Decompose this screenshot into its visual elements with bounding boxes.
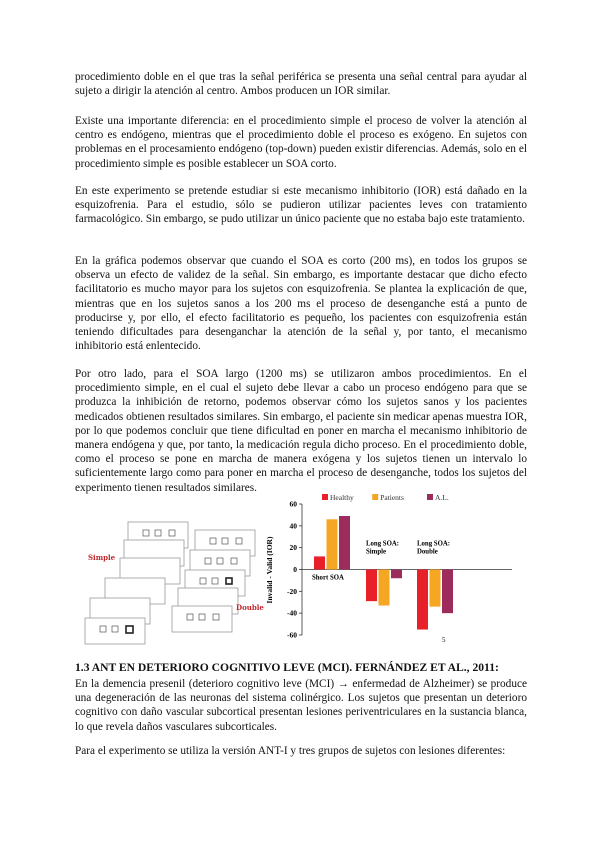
paragraph-5: Por otro lado, para el SOA largo (1200 ms) se utilizaron ambos procedimientos. En el procedimiento simple, en el cual el sujeto debe llevar a cabo un proceso endógeno para que se produzca la inhibición de retorno, podemos observar cómo los sujetos sanos y los pacientes medicados obtienen resultados similares. Sin embargo, el paciente sin medicar apenas muestra IOR, por lo que podemos concluir que tiene dificultad en poner en marcha el mecanismo inhibitorio de manera endógena y que, por tanto, la medicación regula dicho proceso. En el procedimiento doble, como el proceso se pone en marcha de manera exógena y los sujetos tienen un intervalo lo suficientemente largo como para poner en marcha el proceso de desenganche, todos los sujetos del experimento tienen resultados similares. xyxy=(75,368,527,494)
section-paragraph-2: Para el experimento se utiliza la versión ANT-I y tres grupos de sujetos con lesiones diferentes: xyxy=(75,745,506,757)
group-label: Double xyxy=(417,548,438,556)
legend-label: A.L. xyxy=(435,493,449,502)
paragraph-4: En la gráfica podemos observar que cuando el SOA es corto (200 ms), en todos los grupos se observa un efecto de validez de la señal. Sin embargo, es importante destacar que dicho efecto facilitatorio es mucho mayor para los sujetos con esquizofrenia. Se plantea la explicación de que, mientras que en los sujetos sanos a los 200 ms el proceso de desenganche está a punto de producirse y, por ello, el efecto facilitatorio es pequeño, los pacientes con esquizofrenia están teniendo dificultades para desenganchar la atención de la señal y, por tanto, el mecanismo inhibitorio está enlentecido. xyxy=(75,255,527,353)
bar xyxy=(442,570,453,614)
bar xyxy=(417,570,428,630)
y-tick-label: -40 xyxy=(287,608,297,618)
bar xyxy=(314,556,325,569)
group-label: Long SOA: xyxy=(417,540,451,548)
legend-label: Healthy xyxy=(330,493,354,502)
paragraph-2: Existe una importante diferencia: en el procedimiento simple el proceso de volver la atención al centro es endógeno, mientras que el procedimiento doble el proceso es exógeno. En sujetos con problemas en el procesamiento endógeno (top-down) pueden existir diferencias. Además, solo en el procedimiento simple es posible establecer un SOA corto. xyxy=(75,115,527,170)
y-tick-label: 0 xyxy=(293,565,297,574)
bar xyxy=(379,570,390,606)
double-label: Double xyxy=(236,603,264,612)
group-label: Short SOA xyxy=(312,574,344,582)
bar xyxy=(366,570,377,602)
bar xyxy=(339,516,350,569)
legend-label: Patients xyxy=(380,493,404,502)
procedure-figure xyxy=(80,520,264,650)
y-tick-label: 20 xyxy=(289,543,297,553)
group-label: Simple xyxy=(366,548,387,556)
y-tick-label: -60 xyxy=(287,630,297,640)
bar-series xyxy=(314,516,453,630)
legend-swatch xyxy=(322,494,328,500)
y-tick-label: -20 xyxy=(287,586,297,596)
ior-bar-chart xyxy=(262,492,542,647)
group-label: Long SOA: xyxy=(366,540,400,548)
section-paragraph-1: En la demencia presenil (deterioro cognitivo leve (MCI) → enfermedad de Alzheimer) se produce una degeneración de las neuronas del sistema colinérgico. Los sujetos que presentan un deterioro cognitivo con daño vascular subcortical presentan lesiones periventriculares en la sustancia blanca, lo que revela daños vasculares subcorticales. xyxy=(75,678,527,733)
legend-swatch xyxy=(427,494,433,500)
legend-swatch xyxy=(372,494,378,500)
y-tick-label: 40 xyxy=(289,521,297,531)
y-axis-label: Invalid - Valid (IOR) xyxy=(265,536,274,604)
y-tick-label: 60 xyxy=(289,499,297,509)
bar xyxy=(391,570,402,579)
paragraph-1: procedimiento doble en el que tras la señal periférica se presenta una señal central para ayudar al sujeto a dirigir la atención al centro. Ambos producen un IOR similar. xyxy=(75,71,527,98)
paragraph-3: En este experimento se pretende estudiar si este mecanismo inhibitorio (IOR) está dañado en la esquizofrenia. Para el estudio, sólo se pudieron utilizar pacientes leves con tratamiento farmacológico. Sin embargo, se pudo utilizar un único paciente que no estaba bajo este tratamiento. xyxy=(75,185,527,226)
section-heading: 1.3 ANT EN DETERIORO COGNITIVO LEVE (MCI). FERNÁNDEZ ET AL., 2011: xyxy=(75,661,499,674)
bar xyxy=(327,519,338,569)
bar xyxy=(430,570,441,607)
chart-annotation: 5 xyxy=(442,636,446,644)
simple-label: Simple xyxy=(88,553,116,562)
chart-legend xyxy=(322,493,449,502)
